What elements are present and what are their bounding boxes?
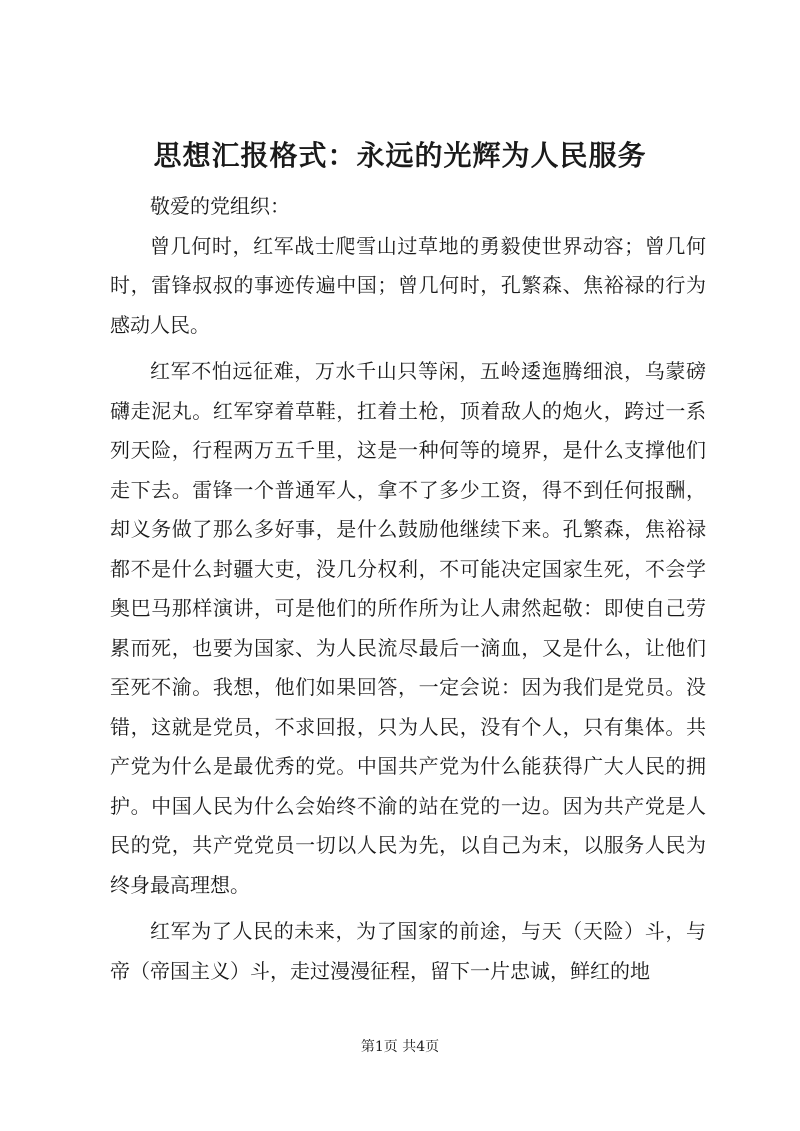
document-title: 思想汇报格式：永远的光辉为人民服务 [153,139,647,172]
paragraph-2: 红军不怕远征难，万水千山只等闲，五岭逶迤腾细浪，乌蒙磅礴走泥丸。红军穿着草鞋，扛着土枪，顶着敌人的炮火，跨过一系列天险，行程两万五千里，这是一种何等的境界，是什么支撑他们走下去。雷锋一个普通军人，拿不了多少工资，得不到任何报酬，却义务做了那么多好事，是什么鼓励他继续下来。孔繁森，焦裕禄都不是什么封疆大吏，没几分权利，不可能决定国家生死，不会学奥巴马那样演讲，可是他们的所作所为让人肃然起敬：即使自己劳累而死，也要为国家、为人民流尽最后一滴血，又是什么，让他们至死不渝。我想，他们如果回答，一定会说：因为我们是党员。没错，这就是党员，不求回报，只为人民，没有个人，只有集体。共产党为什么是最优秀的党。中国共产党为什么能获得广大人民的拥护。中国人民为什么会始终不渝的站在党的一边。因为共产党是人民的党，共产党党员一切以人民为先，以自己为末，以服务人民为终身最高理想。 [110,359,706,897]
paragraph-3: 红军为了人民的未来，为了国家的前途，与天（天险）斗，与帝（帝国主义）斗，走过漫漫征程，留下一片忠诚，鲜红的地 [110,919,706,983]
document-body [110,187,706,991]
paragraph-1: 曾几何时，红军战士爬雪山过草地的勇毅使世界动容；曾几何时，雷锋叔叔的事迹传遍中国；曾几何时，孔繁森、焦裕禄的行为感动人民。 [110,233,706,337]
salutation: 敬爱的党组织： [150,194,290,218]
page-footer: 第1页 共4页 [360,1039,440,1055]
